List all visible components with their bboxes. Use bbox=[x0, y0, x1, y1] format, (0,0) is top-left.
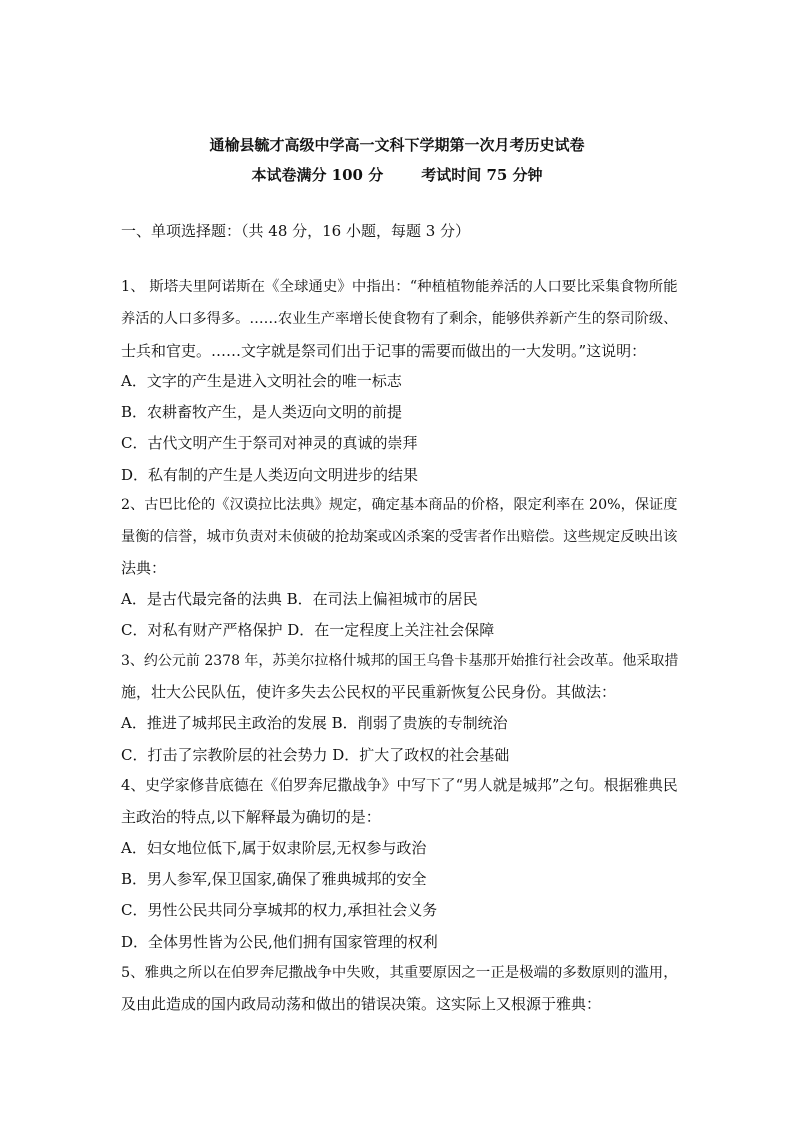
question-stem-line: 5、雅典之所以在伯罗奔尼撒战争中失败，其重要原因之一正是极端的多数原则的滥用， bbox=[121, 965, 678, 981]
option-c: C．古代文明产生于祭司对神灵的真诚的崇拜 bbox=[121, 434, 418, 452]
question-stem-line: 主政治的特点,以下解释最为确切的是： bbox=[121, 808, 381, 826]
section-heading: 一、单项选择题：（共 48 分，16 小题，每题 3 分） bbox=[121, 222, 471, 240]
question-stem-line: 4、史学家修昔底德在《伯罗奔尼撒战争》中写下了“男人就是城邦”之句。根据雅典民 bbox=[121, 777, 678, 794]
question-stem-line: 养活的人口多得多。……农业生产率增长使食物有了剩余，能够供养新产生的祭司阶级、 bbox=[121, 311, 678, 327]
time-info: 考试时间 75 分钟 bbox=[421, 166, 543, 184]
option-line-ab: A．是古代最完备的法典 B．在司法上偏袒城市的居民 bbox=[121, 590, 478, 608]
exam-info bbox=[0, 164, 794, 185]
score-info: 本试卷满分 100 分 bbox=[251, 166, 384, 184]
option-b: B．男人参军,保卫国家,确保了雅典城邦的安全 bbox=[121, 870, 427, 888]
option-b: B．农耕畜牧产生，是人类迈向文明的前提 bbox=[121, 403, 403, 421]
question-stem-line: 士兵和官吏。……文字就是祭司们出于记事的需要而做出的一大发明。”这说明： bbox=[121, 342, 647, 360]
question-stem-line: 量衡的信誉，城市负责对未侦破的抢劫案或凶杀案的受害者作出赔偿。这些规定反映出该 bbox=[121, 529, 678, 545]
option-a: A．文字的产生是进入文明社会的唯一标志 bbox=[121, 372, 402, 390]
question-stem-line: 法典： bbox=[121, 559, 167, 577]
question-stem-line: 施，壮大公民队伍，使许多失去公民权的平民重新恢复公民身份。其做法： bbox=[121, 683, 617, 701]
option-line-cd: C．对私有财产严格保护 D．在一定程度上关注社会保障 bbox=[121, 621, 495, 639]
question-stem-line: 2、古巴比伦的《汉谟拉比法典》规定，确定基本商品的价格，限定利率在 20%，保证度 bbox=[121, 497, 678, 513]
option-a: A．妇女地位低下,属于奴隶阶层,无权参与政治 bbox=[121, 839, 427, 857]
question-stem-line: 3、约公元前 2378 年，苏美尔拉格什城邦的国王乌鲁卡基那开始推行社会改革。他采取措 bbox=[121, 653, 679, 669]
option-d: D．全体男性皆为公民,他们拥有国家管理的权利 bbox=[121, 933, 438, 951]
option-line-ab: A．推进了城邦民主政治的发展 B．削弱了贵族的专制统治 bbox=[121, 714, 508, 732]
exam-title: 通榆县毓才高级中学高一文科下学期第一次月考历史试卷 bbox=[209, 136, 585, 154]
question-stem-line: 及由此造成的国内政局动荡和做出的错误决策。这实际上又根源于雅典： bbox=[121, 995, 602, 1013]
question-stem-line: 1、 斯塔夫里阿诺斯在《全球通史》中指出：“种植植物能养活的人口要比采集食物所能 bbox=[121, 279, 678, 295]
option-c: C．男性公民共同分享城邦的权力,承担社会义务 bbox=[121, 901, 438, 919]
option-d: D．私有制的产生是人类迈向文明进步的结果 bbox=[121, 466, 419, 484]
option-line-cd: C．打击了宗教阶层的社会势力 D．扩大了政权的社会基础 bbox=[121, 746, 510, 764]
